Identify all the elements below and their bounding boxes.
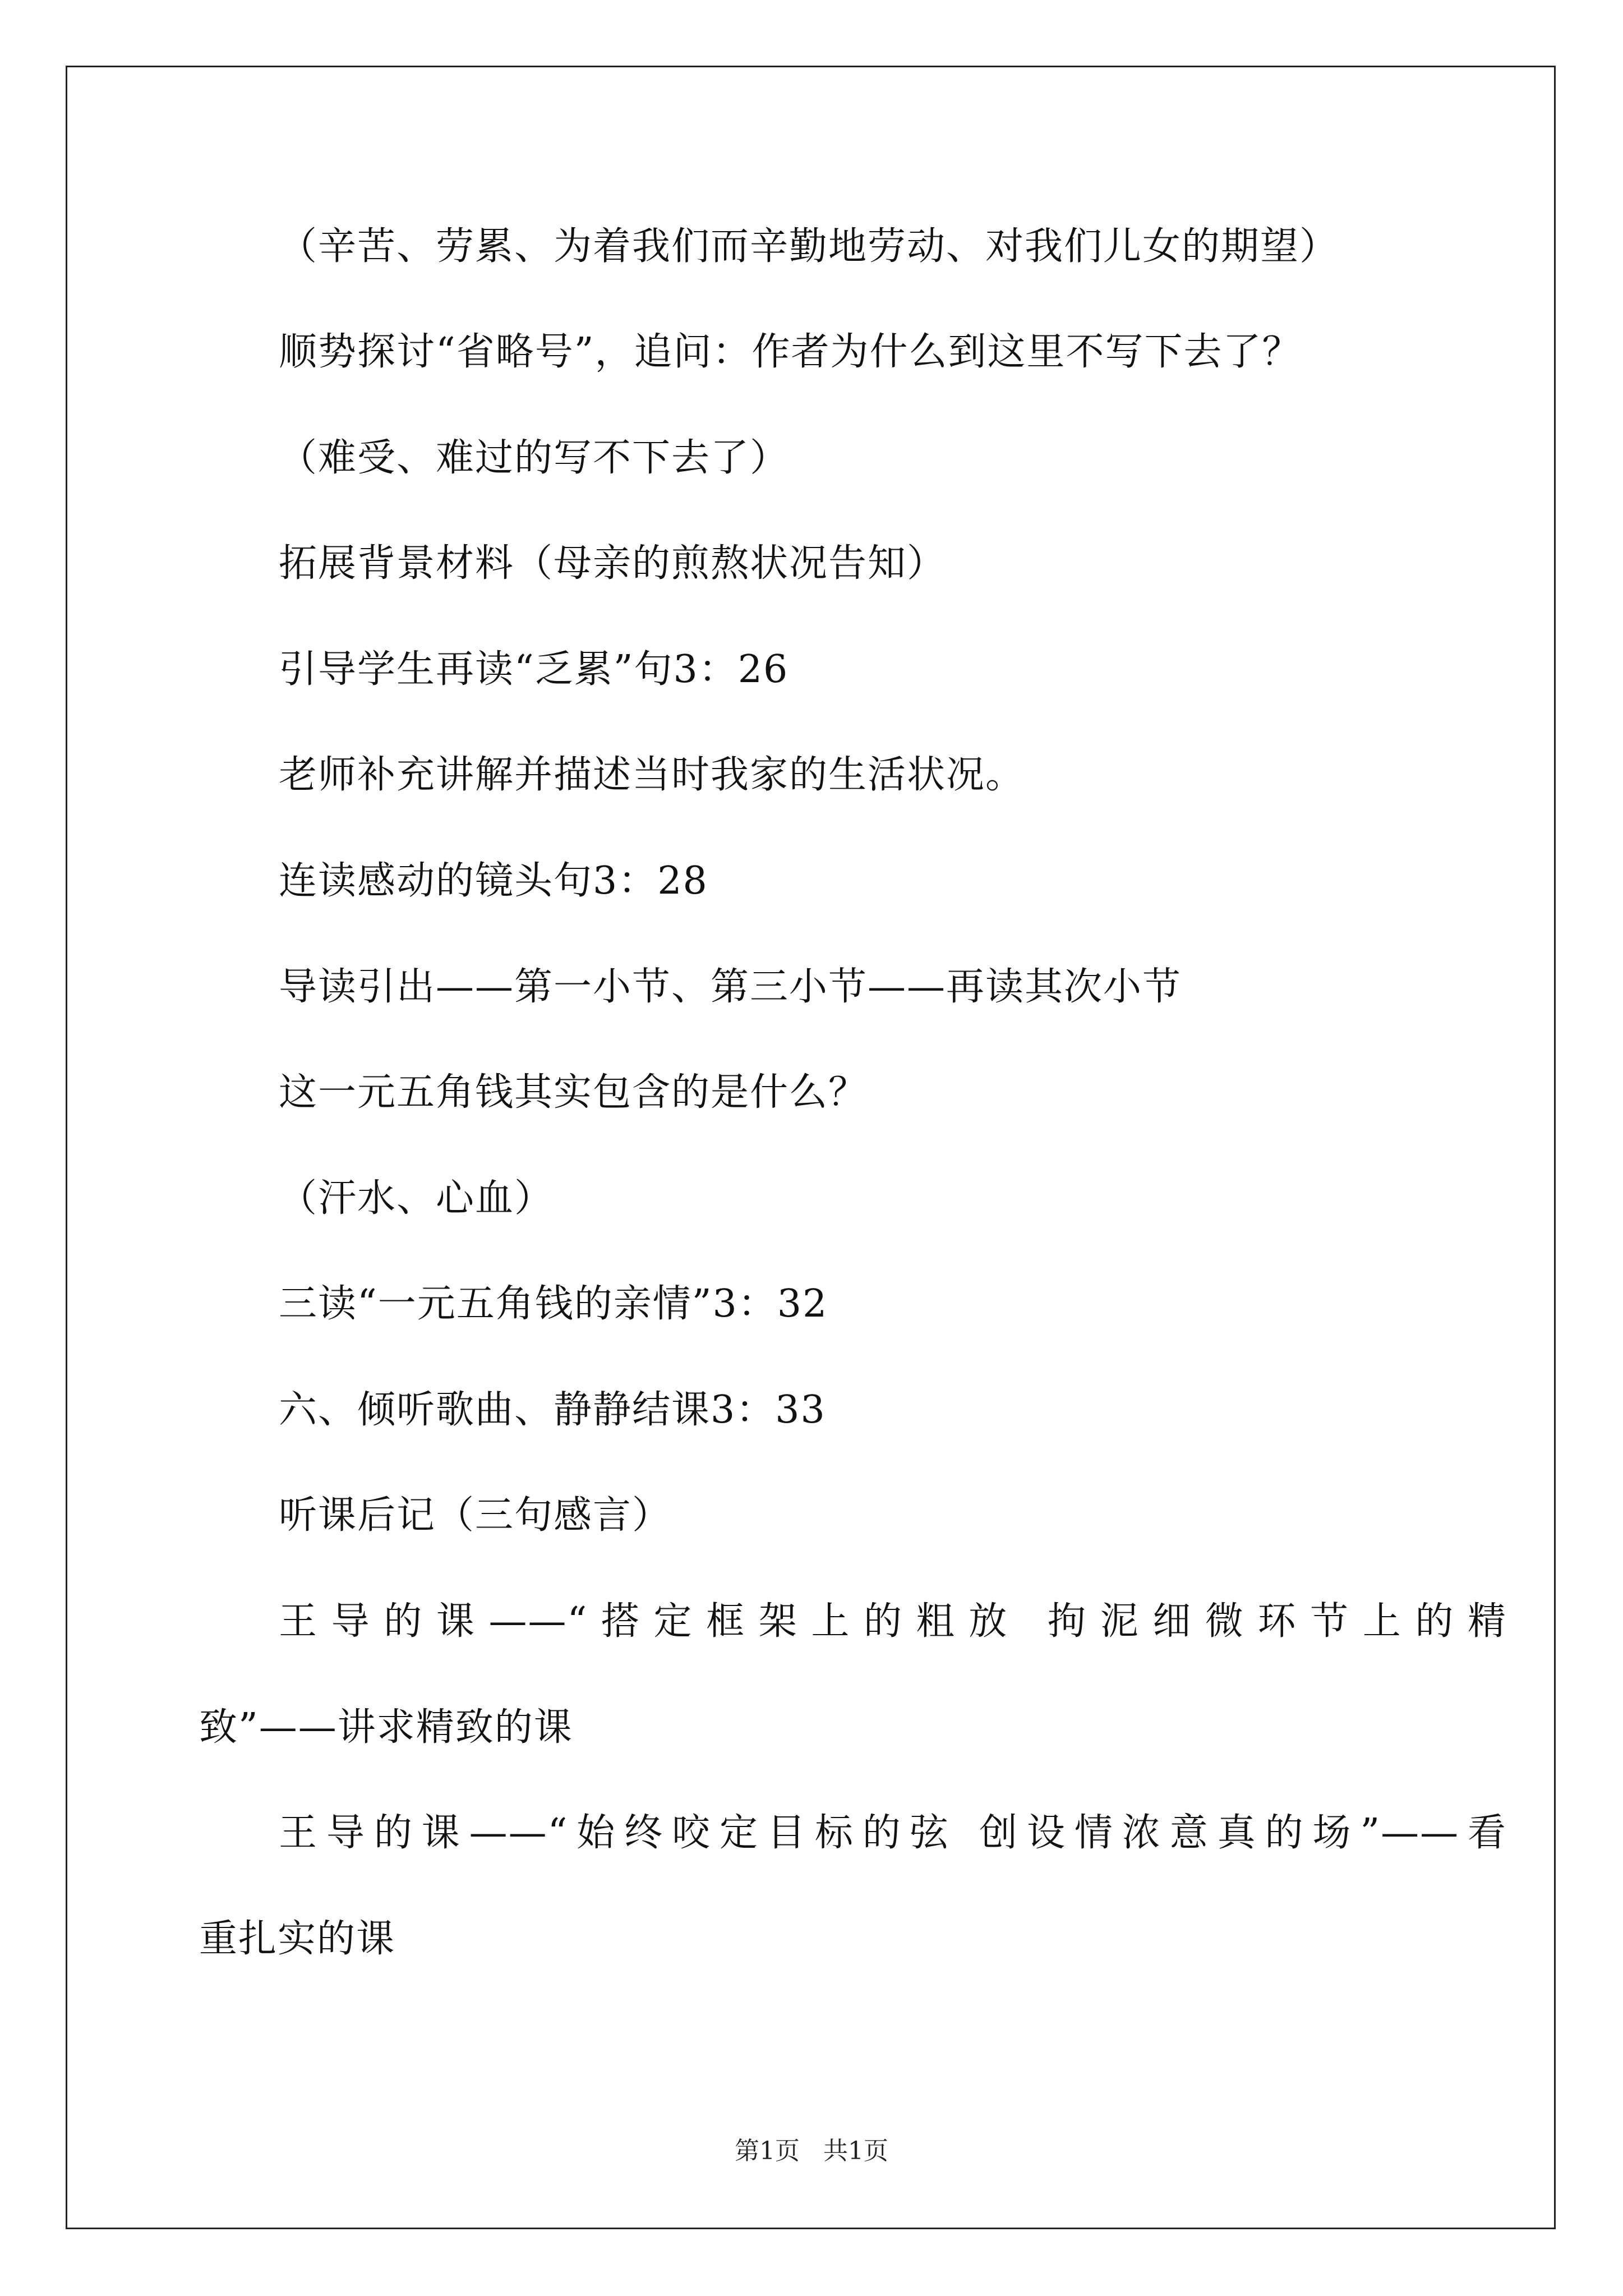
page-border bbox=[66, 66, 1556, 2229]
text-line-4: 拓展背景材料（母亲的煎熬状况告知） bbox=[279, 541, 947, 586]
text-line-2: 顺势探讨“省略号”，追问：作者为什么到这里不写下去了？ bbox=[279, 330, 1302, 374]
text-line-17: 重扎实的课 bbox=[199, 1917, 396, 1961]
text-line-1: （辛苦、劳累、为着我们而辛勤地劳动、对我们儿女的期望） bbox=[279, 224, 1339, 269]
text-line-14: 王导的课——“搭定框架上的粗放 拘泥细微环节上的精 bbox=[279, 1599, 1507, 1644]
text-line-8: 导读引出——第一小节、第三小节——再读其次小节 bbox=[279, 965, 1182, 1009]
text-line-10: （汗水、心血） bbox=[279, 1176, 554, 1221]
text-line-7: 连读感动的镜头句3：28 bbox=[279, 859, 708, 903]
text-line-12: 六、倾听歌曲、静静结课3：33 bbox=[279, 1388, 826, 1432]
text-line-13: 听课后记（三句感言） bbox=[279, 1493, 672, 1538]
text-line-9: 这一元五角钱其实包含的是什么？ bbox=[279, 1070, 868, 1115]
text-line-5: 引导学生再读“乏累”句3：26 bbox=[279, 647, 789, 692]
text-line-11: 三读“一元五角钱的亲情”3：32 bbox=[279, 1282, 828, 1326]
page-footer: 第1页 共1页 bbox=[735, 2137, 888, 2165]
text-line-15: 致”——讲求精致的课 bbox=[199, 1705, 573, 1750]
text-line-6: 老师补充讲解并描述当时我家的生活状况。 bbox=[279, 753, 1025, 797]
text-line-16: 王导的课——“始终咬定目标的弦 创设情浓意真的场”——看 bbox=[279, 1811, 1507, 1855]
text-line-3: （难受、难过的写不下去了） bbox=[279, 436, 790, 480]
